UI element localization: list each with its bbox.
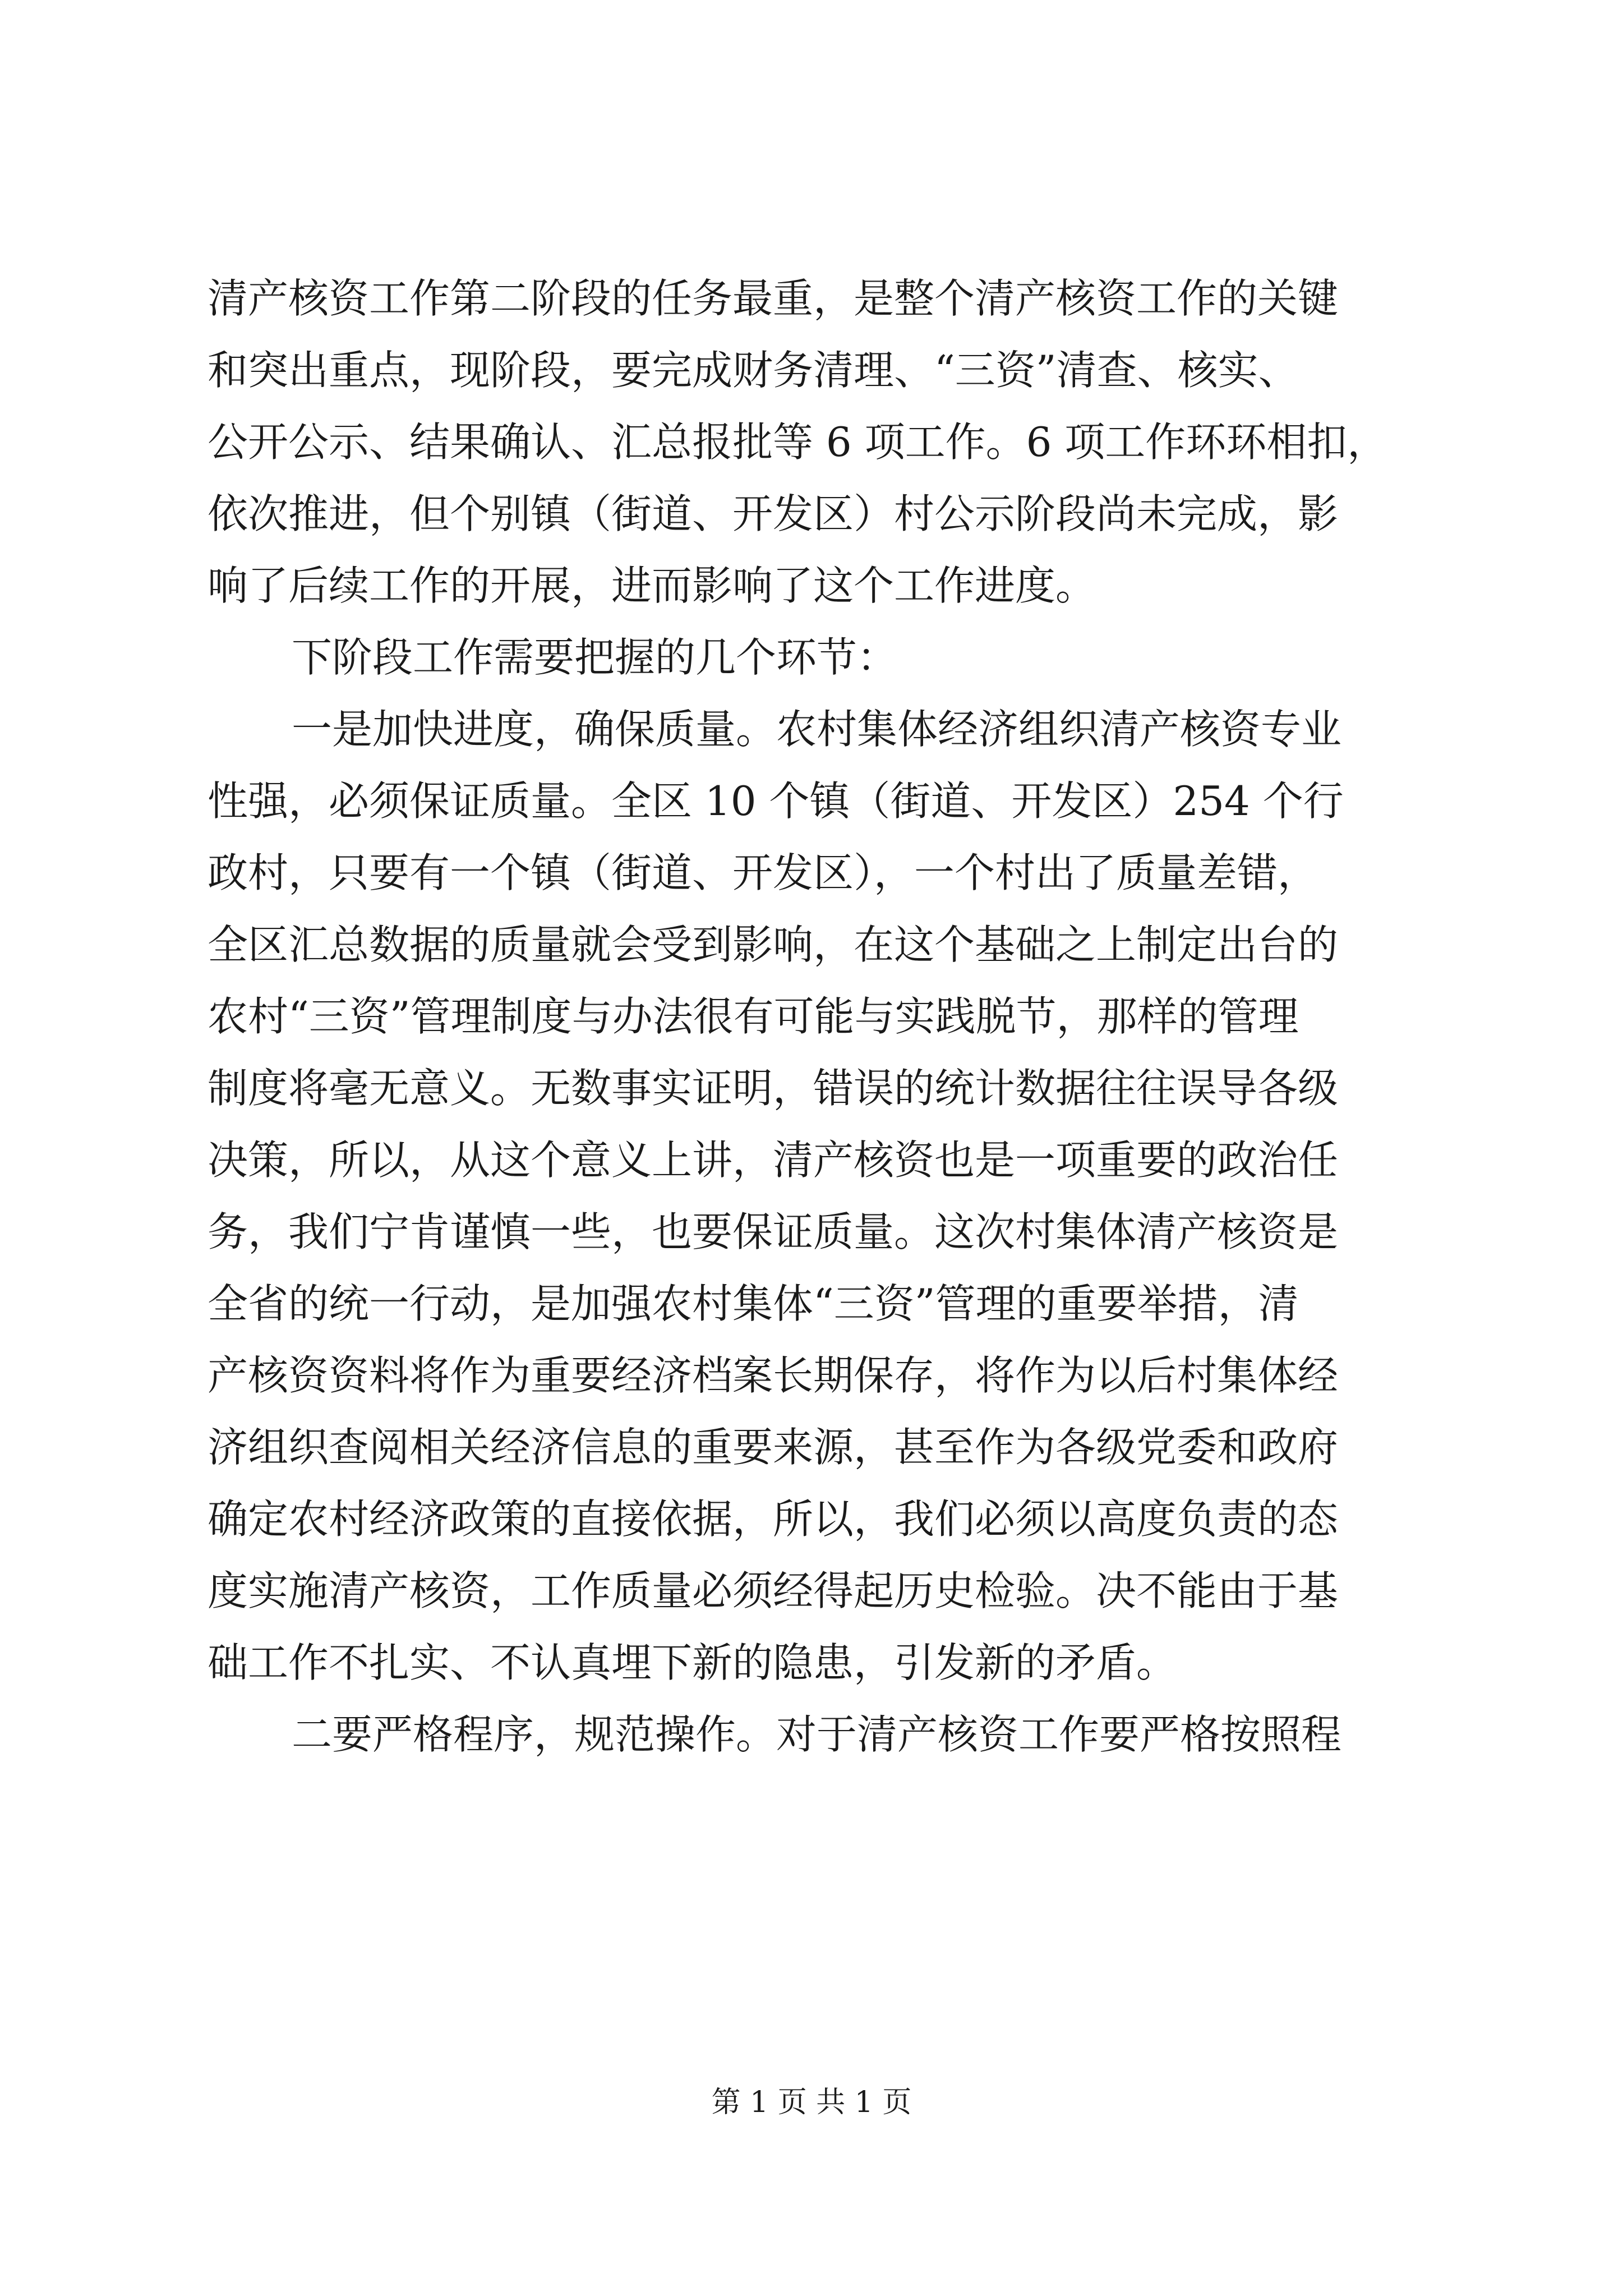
paragraph-line: 务，我们宁肯谨慎一些，也要保证质量。这次村集体清产核资是: [208, 1208, 1339, 1255]
paragraph-line: 清产核资工作第二阶段的任务最重，是整个清产核资工作的关键: [208, 275, 1339, 322]
document-body: [208, 263, 1472, 1770]
paragraph-line: 响了后续工作的开展，进而影响了这个工作进度。: [208, 562, 1096, 609]
paragraph-line: 下阶段工作需要把握的几个环节：: [292, 634, 898, 681]
paragraph-line: 决策，所以，从这个意义上讲，清产核资也是一项重要的政治任: [208, 1137, 1339, 1184]
paragraph-line: 政村，只要有一个镇（街道、开发区），一个村出了质量差错，: [208, 849, 1318, 896]
paragraph-line: 全省的统一行动，是加强农村集体“三资”管理的重要举措，清: [208, 1280, 1299, 1327]
paragraph-line: 确定农村经济政策的直接依据，所以，我们必须以高度负责的态: [208, 1496, 1339, 1543]
paragraph-line: 和突出重点，现阶段，要完成财务清理、“三资”清查、核实、: [208, 347, 1299, 394]
paragraph-line: 础工作不扎实、不认真埋下新的隐患，引发新的矛盾。: [208, 1639, 1177, 1686]
paragraph-line: 济组织查阅相关经济信息的重要来源，甚至作为各级党委和政府: [208, 1424, 1339, 1471]
paragraph-line: 全区汇总数据的质量就会受到影响，在这个基础之上制定出台的: [208, 921, 1339, 968]
paragraph-line: 依次推进，但个别镇（街道、开发区）村公示阶段尚未完成，影: [208, 490, 1339, 537]
paragraph-line: 性强，必须保证质量。全区 10 个镇（街道、开发区）254 个行: [208, 777, 1344, 825]
paragraph-line: 制度将毫无意义。无数事实证明，错误的统计数据往往误导各级: [208, 1065, 1339, 1112]
paragraph-line: 一是加快进度，确保质量。农村集体经济组织清产核资专业: [292, 706, 1342, 753]
paragraph-line: 产核资资料将作为重要经济档案长期保存，将作为以后村集体经: [208, 1352, 1339, 1399]
paragraph-line: 二要严格程序，规范操作。对于清产核资工作要严格按照程: [292, 1711, 1342, 1758]
paragraph-line: 度实施清产核资，工作质量必须经得起历史检验。决不能由于基: [208, 1567, 1339, 1614]
paragraph-line: 农村“三资”管理制度与办法很有可能与实践脱节，那样的管理: [208, 993, 1299, 1040]
page-footer: [0, 2080, 1623, 2125]
page-number-label: 第 1 页 共 1 页: [711, 2086, 912, 2119]
paragraph-line: 公开公示、结果确认、汇总报批等 6 项工作。6 项工作环环相扣，: [208, 418, 1388, 466]
